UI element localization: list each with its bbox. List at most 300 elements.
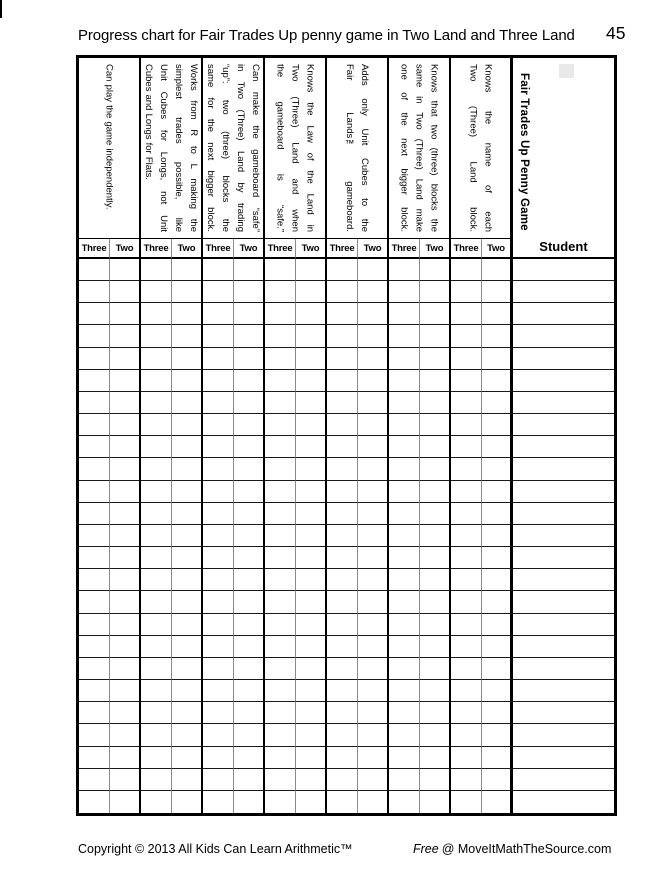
- grid-cell: [172, 769, 203, 791]
- grid-cell: [265, 569, 296, 591]
- grid-cell: [79, 791, 110, 813]
- grid-cell: [234, 303, 265, 325]
- student-cell: [513, 791, 614, 813]
- grid-cell: [141, 458, 172, 480]
- grid-cell: [358, 680, 389, 702]
- grid-cell: [79, 658, 110, 680]
- grid-cell: [110, 281, 141, 303]
- grid-cell: [358, 636, 389, 658]
- grid-cell: [234, 259, 265, 281]
- grid-cell: [420, 259, 451, 281]
- grid-cell: [141, 547, 172, 569]
- grid-cell: [265, 370, 296, 392]
- grid-cell: [265, 547, 296, 569]
- grid-cell: [172, 658, 203, 680]
- skill-column-text: Works from R to L making the simplest trades possible, like Unit Cubes for Longs, not Unit Cubes and Longs for Flats.: [143, 64, 199, 232]
- grid-cell: [451, 636, 482, 658]
- grid-cell: [327, 791, 358, 813]
- grid-cell: [172, 259, 203, 281]
- grid-cell: [296, 259, 327, 281]
- grid-cell: [296, 614, 327, 636]
- grid-cell: [234, 747, 265, 769]
- grid-cell: [79, 481, 110, 503]
- grid-cell: [172, 636, 203, 658]
- scan-edge-mark: [0, 0, 2, 18]
- student-cell: [513, 680, 614, 702]
- grid-cell: [420, 791, 451, 813]
- footer-source-text: @ MoveItMathTheSource.com: [441, 842, 612, 856]
- grid-cell: [110, 503, 141, 525]
- grid-cell: [358, 569, 389, 591]
- grid-cell: [265, 325, 296, 347]
- grid-cell: [203, 348, 234, 370]
- grid-cell: [389, 458, 420, 480]
- grid-cell: [420, 281, 451, 303]
- grid-cell: [110, 348, 141, 370]
- grid-cell: [79, 769, 110, 791]
- grid-cell: [420, 348, 451, 370]
- grid-cell: [451, 658, 482, 680]
- subheader-cell: Three: [327, 239, 358, 259]
- grid-cell: [110, 658, 141, 680]
- grid-cell: [234, 348, 265, 370]
- grid-cell: [451, 414, 482, 436]
- grid-cell: [482, 481, 513, 503]
- grid-cell: [203, 702, 234, 724]
- grid-cell: [451, 392, 482, 414]
- grid-cell: [265, 414, 296, 436]
- grid-cell: [327, 348, 358, 370]
- grid-cell: [482, 325, 513, 347]
- grid-cell: [110, 547, 141, 569]
- grid-cell: [358, 392, 389, 414]
- skill-column-header: [451, 58, 513, 239]
- grid-cell: [389, 392, 420, 414]
- grid-cell: [79, 414, 110, 436]
- grid-cell: [420, 769, 451, 791]
- grid-cell: [110, 414, 141, 436]
- grid-cell: [265, 747, 296, 769]
- student-cell: [513, 569, 614, 591]
- grid-cell: [482, 547, 513, 569]
- grid-cell: [265, 724, 296, 746]
- grid-cell: [79, 503, 110, 525]
- grid-cell: [110, 724, 141, 746]
- skill-column-text: Knows that two (three) blocks the same in Two (Three) Land make one of the next bigger block.: [398, 64, 440, 232]
- grid-cell: [327, 281, 358, 303]
- grid-cell: [420, 658, 451, 680]
- grid-cell: [79, 591, 110, 613]
- grid-cell: [327, 680, 358, 702]
- student-cell: [513, 614, 614, 636]
- grid-cell: [265, 503, 296, 525]
- grid-cell: [389, 370, 420, 392]
- grid-cell: [327, 392, 358, 414]
- grid-cell: [451, 436, 482, 458]
- grid-cell: [203, 591, 234, 613]
- grid-cell: [389, 503, 420, 525]
- grid-cell: [141, 658, 172, 680]
- grid-cell: [172, 348, 203, 370]
- grid-cell: [203, 303, 234, 325]
- grid-cell: [203, 658, 234, 680]
- grid-cell: [482, 281, 513, 303]
- skill-column-text: Knows the Law of the Land in Two (Three) Land and when the gameboard is “safe.”: [274, 64, 316, 232]
- grid-cell: [482, 303, 513, 325]
- subheader-cell: Three: [203, 239, 234, 259]
- grid-cell: [389, 791, 420, 813]
- grid-cell: [172, 370, 203, 392]
- grid-cell: [203, 569, 234, 591]
- grid-cell: [358, 791, 389, 813]
- grid-cell: [482, 259, 513, 281]
- grid-cell: [234, 614, 265, 636]
- student-cell: [513, 281, 614, 303]
- grid-cell: [296, 547, 327, 569]
- grid-cell: [327, 702, 358, 724]
- grid-cell: [482, 525, 513, 547]
- grid-cell: [327, 259, 358, 281]
- subheader-cell: Three: [389, 239, 420, 259]
- grid-cell: [110, 525, 141, 547]
- grid-cell: [327, 636, 358, 658]
- grid-cell: [482, 791, 513, 813]
- grid-cell: [79, 303, 110, 325]
- grid-cell: [265, 481, 296, 503]
- grid-cell: [79, 325, 110, 347]
- student-cell: [513, 392, 614, 414]
- student-cell: [513, 259, 614, 281]
- grid-cell: [141, 680, 172, 702]
- grid-cell: [358, 525, 389, 547]
- grid-cell: [296, 303, 327, 325]
- grid-cell: [327, 547, 358, 569]
- grid-cell: [79, 259, 110, 281]
- grid-cell: [79, 747, 110, 769]
- grid-cell: [358, 503, 389, 525]
- grid-cell: [296, 724, 327, 746]
- grid-cell: [451, 303, 482, 325]
- grid-cell: [296, 281, 327, 303]
- grid-cell: [234, 658, 265, 680]
- skill-column-header: [389, 58, 451, 239]
- grid-cell: [327, 769, 358, 791]
- grid-cell: [327, 591, 358, 613]
- grid-cell: [203, 614, 234, 636]
- grid-cell: [141, 436, 172, 458]
- grid-cell: [358, 547, 389, 569]
- grid-cell: [482, 370, 513, 392]
- grid-cell: [203, 414, 234, 436]
- grid-cell: [172, 614, 203, 636]
- grid-cell: [110, 614, 141, 636]
- grid-cell: [203, 769, 234, 791]
- grid-cell: [327, 436, 358, 458]
- skill-column-header: [265, 58, 327, 239]
- grid-cell: [451, 569, 482, 591]
- grid-cell: [110, 392, 141, 414]
- grid-cell: [358, 458, 389, 480]
- grid-cell: [203, 325, 234, 347]
- grid-cell: [141, 325, 172, 347]
- grid-cell: [234, 370, 265, 392]
- grid-cell: [451, 747, 482, 769]
- grid-cell: [482, 614, 513, 636]
- grid-cell: [79, 614, 110, 636]
- grid-cell: [482, 636, 513, 658]
- student-column-header: [513, 58, 614, 259]
- grid-cell: [234, 547, 265, 569]
- subheader-cell: Two: [482, 239, 513, 259]
- grid-cell: [79, 348, 110, 370]
- grid-cell: [482, 591, 513, 613]
- grid-cell: [389, 525, 420, 547]
- grid-cell: [482, 436, 513, 458]
- grid-cell: [110, 481, 141, 503]
- grid-cell: [265, 436, 296, 458]
- grid-cell: [234, 591, 265, 613]
- grid-cell: [389, 281, 420, 303]
- grid-cell: [296, 769, 327, 791]
- student-cell: [513, 724, 614, 746]
- grid-cell: [389, 614, 420, 636]
- student-cell: [513, 503, 614, 525]
- grid-cell: [296, 680, 327, 702]
- grid-cell: [110, 436, 141, 458]
- grid-cell: [389, 658, 420, 680]
- grid-cell: [420, 591, 451, 613]
- grid-cell: [203, 680, 234, 702]
- grid-cell: [79, 436, 110, 458]
- subheader-cell: Two: [234, 239, 265, 259]
- grid-cell: [172, 569, 203, 591]
- grid-cell: [79, 281, 110, 303]
- grid-cell: [296, 436, 327, 458]
- subheader-cell: Three: [451, 239, 482, 259]
- student-cell: [513, 525, 614, 547]
- skill-column-header: [79, 58, 141, 239]
- grid-cell: [451, 547, 482, 569]
- grid-cell: [358, 747, 389, 769]
- grid-cell: [79, 458, 110, 480]
- grid-cell: [327, 658, 358, 680]
- grid-cell: [327, 303, 358, 325]
- grid-cell: [389, 747, 420, 769]
- grid-cell: [172, 303, 203, 325]
- grid-cell: [203, 481, 234, 503]
- grid-cell: [358, 281, 389, 303]
- grid-cell: [203, 392, 234, 414]
- grid-cell: [358, 769, 389, 791]
- grid-cell: [141, 392, 172, 414]
- student-cell: [513, 769, 614, 791]
- grid-cell: [110, 325, 141, 347]
- grid-cell: [296, 414, 327, 436]
- grid-cell: [482, 414, 513, 436]
- grid-cell: [327, 458, 358, 480]
- grid-cell: [172, 702, 203, 724]
- grid-cell: [389, 325, 420, 347]
- grid-cell: [172, 680, 203, 702]
- grid-cell: [451, 791, 482, 813]
- grid-cell: [389, 547, 420, 569]
- grid-cell: [296, 503, 327, 525]
- grid-cell: [482, 569, 513, 591]
- grid-cell: [234, 436, 265, 458]
- grid-cell: [451, 724, 482, 746]
- grid-cell: [172, 547, 203, 569]
- grid-cell: [172, 281, 203, 303]
- grid-cell: [296, 370, 327, 392]
- grid-cell: [296, 658, 327, 680]
- grid-cell: [141, 414, 172, 436]
- student-cell: [513, 547, 614, 569]
- grid-cell: [358, 658, 389, 680]
- grid-cell: [451, 370, 482, 392]
- grid-cell: [296, 348, 327, 370]
- grid-cell: [389, 769, 420, 791]
- game-title-vertical: Fair Trades Up Penny Game: [518, 73, 530, 231]
- grid-cell: [358, 325, 389, 347]
- grid-cell: [265, 791, 296, 813]
- grid-cell: [265, 636, 296, 658]
- page-number: 45: [606, 23, 626, 43]
- grid-cell: [296, 636, 327, 658]
- skill-column-header: [141, 58, 203, 239]
- grid-cell: [234, 525, 265, 547]
- student-cell: [513, 303, 614, 325]
- grid-cell: [203, 547, 234, 569]
- student-cell: [513, 348, 614, 370]
- grid-cell: [234, 724, 265, 746]
- grid-cell: [234, 636, 265, 658]
- grid-cell: [420, 636, 451, 658]
- grid-cell: [172, 503, 203, 525]
- grid-cell: [420, 503, 451, 525]
- grid-cell: [265, 614, 296, 636]
- grid-cell: [451, 591, 482, 613]
- grid-cell: [203, 436, 234, 458]
- grid-cell: [296, 325, 327, 347]
- grid-cell: [451, 614, 482, 636]
- grid-cell: [110, 769, 141, 791]
- grid-cell: [482, 724, 513, 746]
- grid-cell: [420, 547, 451, 569]
- grid-cell: [451, 348, 482, 370]
- grid-cell: [265, 769, 296, 791]
- grid-cell: [110, 747, 141, 769]
- student-label: Student: [539, 239, 588, 254]
- grid-cell: [482, 458, 513, 480]
- subheader-cell: Two: [172, 239, 203, 259]
- grid-cell: [389, 636, 420, 658]
- student-cell: [513, 481, 614, 503]
- grid-cell: [110, 702, 141, 724]
- grid-cell: [389, 348, 420, 370]
- gray-smudge-mark: [559, 64, 574, 78]
- grid-cell: [420, 747, 451, 769]
- skill-column-text: Adds only Unit Cubes to the Fair Lands™ gameboard.: [344, 64, 370, 232]
- grid-cell: [141, 702, 172, 724]
- grid-cell: [327, 724, 358, 746]
- grid-cell: [482, 702, 513, 724]
- grid-cell: [234, 702, 265, 724]
- grid-cell: [296, 702, 327, 724]
- grid-cell: [358, 259, 389, 281]
- grid-cell: [141, 281, 172, 303]
- grid-cell: [110, 569, 141, 591]
- grid-cell: [451, 680, 482, 702]
- grid-cell: [203, 636, 234, 658]
- grid-cell: [265, 525, 296, 547]
- grid-cell: [141, 636, 172, 658]
- grid-cell: [327, 325, 358, 347]
- grid-cell: [451, 481, 482, 503]
- grid-cell: [420, 303, 451, 325]
- grid-cell: [141, 724, 172, 746]
- grid-cell: [110, 370, 141, 392]
- skill-column-text: Can play the game independently.: [103, 64, 115, 210]
- grid-cell: [141, 769, 172, 791]
- grid-cell: [389, 680, 420, 702]
- grid-cell: [358, 414, 389, 436]
- subheader-cell: Two: [110, 239, 141, 259]
- grid-cell: [172, 458, 203, 480]
- grid-cell: [265, 392, 296, 414]
- grid-cell: [234, 392, 265, 414]
- grid-cell: [327, 569, 358, 591]
- grid-cell: [420, 436, 451, 458]
- grid-cell: [482, 503, 513, 525]
- student-cell: [513, 436, 614, 458]
- page-title: Progress chart for Fair Trades Up penny game in Two Land and Three Land: [78, 27, 575, 44]
- grid-cell: [141, 791, 172, 813]
- grid-cell: [172, 414, 203, 436]
- grid-cell: [234, 281, 265, 303]
- grid-cell: [451, 259, 482, 281]
- grid-cell: [482, 392, 513, 414]
- grid-cell: [296, 591, 327, 613]
- grid-cell: [203, 747, 234, 769]
- grid-cell: [358, 436, 389, 458]
- student-cell: [513, 370, 614, 392]
- grid-cell: [265, 458, 296, 480]
- grid-cell: [389, 591, 420, 613]
- grid-cell: [203, 259, 234, 281]
- grid-cell: [172, 525, 203, 547]
- grid-cell: [234, 414, 265, 436]
- grid-cell: [79, 680, 110, 702]
- grid-cell: [389, 569, 420, 591]
- grid-cell: [327, 503, 358, 525]
- grid-cell: [296, 525, 327, 547]
- grid-cell: [141, 747, 172, 769]
- grid-cell: [482, 680, 513, 702]
- grid-cell: [203, 370, 234, 392]
- grid-cell: [327, 370, 358, 392]
- grid-cell: [141, 370, 172, 392]
- skill-column-text: Knows the name of each Two (Three) Land block.: [467, 64, 494, 232]
- grid-cell: [234, 325, 265, 347]
- subheader-cell: Three: [79, 239, 110, 259]
- grid-cell: [420, 392, 451, 414]
- grid-cell: [79, 702, 110, 724]
- grid-cell: [482, 348, 513, 370]
- grid-cell: [420, 325, 451, 347]
- grid-cell: [172, 325, 203, 347]
- grid-cell: [265, 303, 296, 325]
- grid-cell: [420, 414, 451, 436]
